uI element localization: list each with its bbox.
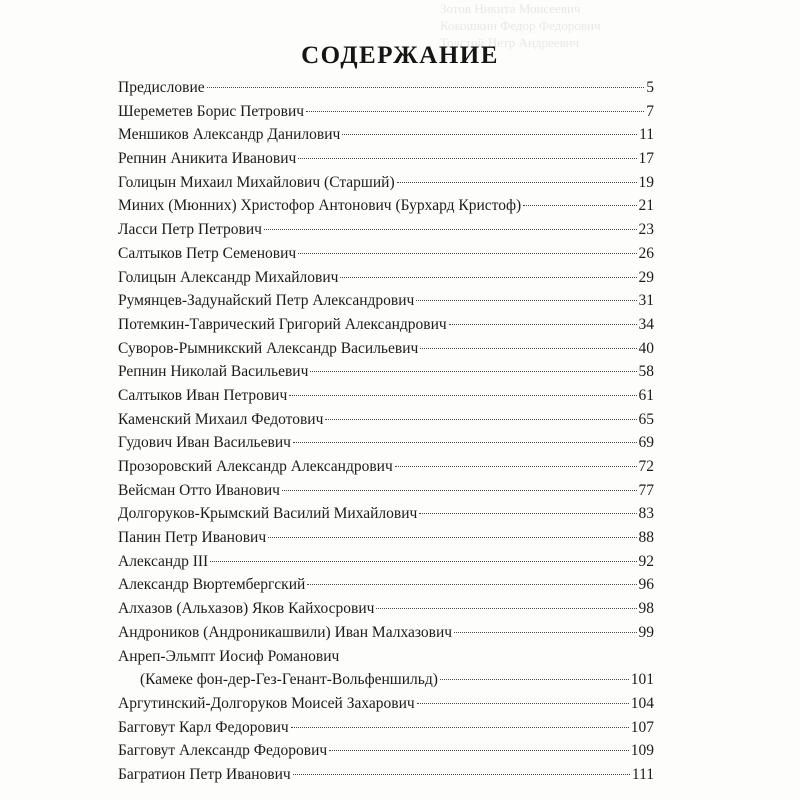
toc-entry-line [118, 526, 654, 550]
dot-leader [306, 111, 644, 112]
toc-entry-line [118, 502, 654, 526]
dot-leader [293, 442, 637, 443]
toc-entry [118, 194, 654, 218]
toc-entry [118, 763, 654, 787]
toc-entry [118, 692, 654, 716]
toc-entry [118, 502, 654, 526]
dot-leader [329, 750, 629, 751]
toc-page-number: 31 [638, 292, 654, 310]
bleed-through-line: Зотов Никита Моисеевич [440, 1, 581, 16]
toc-page-number: 88 [638, 529, 654, 547]
toc-page-number: 5 [646, 79, 654, 96]
dot-leader [417, 703, 629, 704]
toc-entry-line [118, 337, 654, 361]
toc-entry-name: Аргутинский-Долгоруков Моисей Захарович [118, 694, 415, 712]
dot-leader [298, 158, 636, 159]
toc-entry [118, 147, 654, 171]
toc-page-number: 69 [638, 434, 654, 452]
toc-entry [118, 100, 654, 124]
toc-entry-line [118, 716, 654, 740]
toc-page-number: 7 [646, 102, 654, 120]
toc-page-number: 23 [638, 221, 654, 239]
toc-entry-name: Предисловие [118, 79, 205, 96]
toc-entry-name: Каменский Михаил Федотович [118, 410, 324, 428]
toc-entry [118, 597, 654, 621]
toc-entry-line [118, 76, 654, 100]
toc-page-number: 104 [630, 694, 654, 712]
dot-leader [420, 348, 636, 349]
toc-page-number: 77 [638, 481, 654, 499]
bleed-through-line: Толстой Петр Андреевич [440, 35, 580, 50]
dot-leader [376, 608, 636, 609]
toc-entry [118, 289, 654, 313]
dot-leader [210, 561, 636, 562]
toc-entry-line [118, 597, 654, 621]
toc-entry-line [118, 668, 654, 692]
toc-page-number: 34 [638, 315, 654, 333]
toc-entry-name: Багговут Карл Федорович [118, 718, 289, 736]
dot-leader [291, 727, 629, 728]
toc-page-number: 101 [630, 671, 654, 689]
toc-page-number: 11 [639, 126, 654, 144]
toc-entry [118, 479, 654, 503]
toc-entry-name: Анреп-Эльмпт Иосиф Романович [118, 647, 340, 665]
toc-entry [118, 242, 654, 266]
toc-entry [118, 739, 654, 763]
toc-entry [118, 573, 654, 597]
toc-entry [118, 645, 654, 692]
dot-leader [449, 324, 637, 325]
dot-leader [264, 229, 637, 230]
toc-entry [118, 621, 654, 645]
toc-entry [118, 550, 654, 574]
toc-page-number: 107 [630, 718, 654, 736]
toc-entry [118, 337, 654, 361]
toc-entry-name: Голицын Александр Михайлович [118, 268, 339, 286]
dot-leader [298, 253, 636, 254]
page-title: СОДЕРЖАНИЕ [301, 42, 499, 69]
dot-leader [325, 419, 636, 420]
dot-leader [419, 513, 636, 514]
toc-entry-name: Вейсман Отто Иванович [118, 481, 280, 499]
toc-page-number: 96 [638, 576, 654, 594]
toc-entry-name: Александр Вюртембергский [118, 576, 306, 594]
toc-entry-name: Долгоруков-Крымский Василий Михайлович [118, 505, 418, 523]
toc-page-number: 83 [638, 505, 654, 523]
toc-entry-name: Багратион Петр Иванович [118, 765, 291, 783]
toc-entry [118, 266, 654, 290]
dot-leader [523, 205, 636, 206]
toc-entry-name: Шереметев Борис Петрович [118, 102, 305, 120]
toc-entry-name: Суворов-Рымникский Александр Васильевич [118, 339, 419, 357]
toc-entry [118, 313, 654, 337]
dot-leader [416, 300, 636, 301]
dot-leader [207, 87, 645, 88]
toc-entry [118, 384, 654, 408]
toc-entry-name: Гудович Иван Васильевич [118, 434, 291, 452]
dot-leader [268, 537, 636, 538]
toc-entry-line [118, 289, 654, 313]
dot-leader [454, 632, 636, 633]
toc-entry-name: Репнин Николай Васильевич [118, 363, 309, 381]
toc-entry-line [118, 123, 654, 147]
toc-entry-name: Багговут Александр Федорович [118, 742, 328, 760]
toc-entry-line [118, 313, 654, 337]
toc-page-number: 26 [638, 244, 654, 262]
toc-entry-name: Репнин Аникита Иванович [118, 150, 297, 168]
toc-entry-name: Потемкин-Таврический Григорий Александрович [118, 315, 447, 333]
toc-page-number: 92 [638, 552, 654, 570]
dot-leader [342, 134, 637, 135]
toc-entry-line [118, 100, 654, 124]
toc-entry-line [118, 242, 654, 266]
dot-leader [293, 774, 630, 775]
toc-entry [118, 171, 654, 195]
toc-entry-line [118, 384, 654, 408]
toc-entry-name: Александр III [118, 552, 209, 570]
toc-entry-line [118, 360, 654, 384]
dot-leader [307, 584, 636, 585]
toc-entry-line [118, 171, 654, 195]
toc-entry [118, 408, 654, 432]
dot-leader [395, 466, 637, 467]
toc-entry [118, 218, 654, 242]
toc-entry-continuation: (Камеке фон-дер-Гез-Генант-Вольфеншильд) [140, 671, 438, 689]
toc-entry-line [118, 739, 654, 763]
toc-entry-line [118, 692, 654, 716]
toc-page-number: 21 [638, 197, 654, 215]
toc-page-number: 109 [630, 742, 654, 760]
toc-entry-name: Салтыков Петр Семенович [118, 244, 297, 262]
toc-page-number: 98 [638, 600, 654, 618]
toc-entry [118, 360, 654, 384]
toc-entry-line [118, 550, 654, 574]
toc-entry-name: Миних (Мюнних) Христофор Антонович (Бурхард Кристоф) [118, 197, 522, 215]
toc-entry-line [118, 266, 654, 290]
toc-entry-line [118, 763, 654, 787]
toc-entry-line [118, 431, 654, 455]
toc-page-number: 111 [631, 765, 654, 783]
dot-leader [310, 371, 636, 372]
toc-page-number: 65 [638, 410, 654, 428]
toc-page-number: 58 [638, 363, 654, 381]
table-of-contents [118, 76, 654, 787]
toc-entry [118, 455, 654, 479]
toc-page-number: 19 [638, 173, 654, 191]
toc-entry-line [118, 455, 654, 479]
toc-entry [118, 431, 654, 455]
dot-leader [340, 277, 636, 278]
toc-entry-line [118, 573, 654, 597]
toc-entry-name: Прозоровский Александр Александрович [118, 458, 393, 475]
toc-entry-line [118, 479, 654, 503]
toc-entry-name: Голицын Михаил Михайлович (Старший) [118, 173, 395, 191]
dot-leader [397, 182, 637, 183]
toc-page-number: 99 [638, 623, 654, 641]
toc-page-number: 61 [638, 386, 654, 404]
toc-entry [118, 716, 654, 740]
toc-entry-line [118, 218, 654, 242]
toc-page-number: 29 [638, 268, 654, 286]
toc-entry [118, 526, 654, 550]
dot-leader [282, 490, 637, 491]
toc-entry-name: Меншиков Александр Данилович [118, 126, 341, 144]
toc-entry [118, 76, 654, 100]
bleed-through-line: Кокошкин Федор Федорович [440, 18, 601, 33]
toc-entry-line [118, 408, 654, 432]
toc-entry-name: Ласси Петр Петрович [118, 221, 262, 239]
toc-entry-name: Алхазов (Альхазов) Яков Кайхосрович [118, 600, 375, 618]
toc-entry-name: Панин Петр Иванович [118, 529, 267, 547]
toc-entry-line [118, 621, 654, 645]
toc-entry-line [118, 194, 654, 218]
dot-leader [289, 395, 636, 396]
dot-leader [440, 679, 629, 680]
toc-entry [118, 123, 654, 147]
toc-entry-line [118, 645, 654, 669]
toc-entry-name: Салтыков Иван Петрович [118, 386, 288, 404]
toc-entry-name: Андроников (Андроникашвили) Иван Малхазович [118, 623, 453, 641]
toc-entry-line [118, 147, 654, 171]
toc-page-number: 17 [638, 150, 654, 168]
toc-page-number: 40 [638, 339, 654, 357]
toc-entry-name: Румянцев-Задунайский Петр Александрович [118, 292, 415, 310]
toc-page-number: 72 [638, 458, 654, 475]
